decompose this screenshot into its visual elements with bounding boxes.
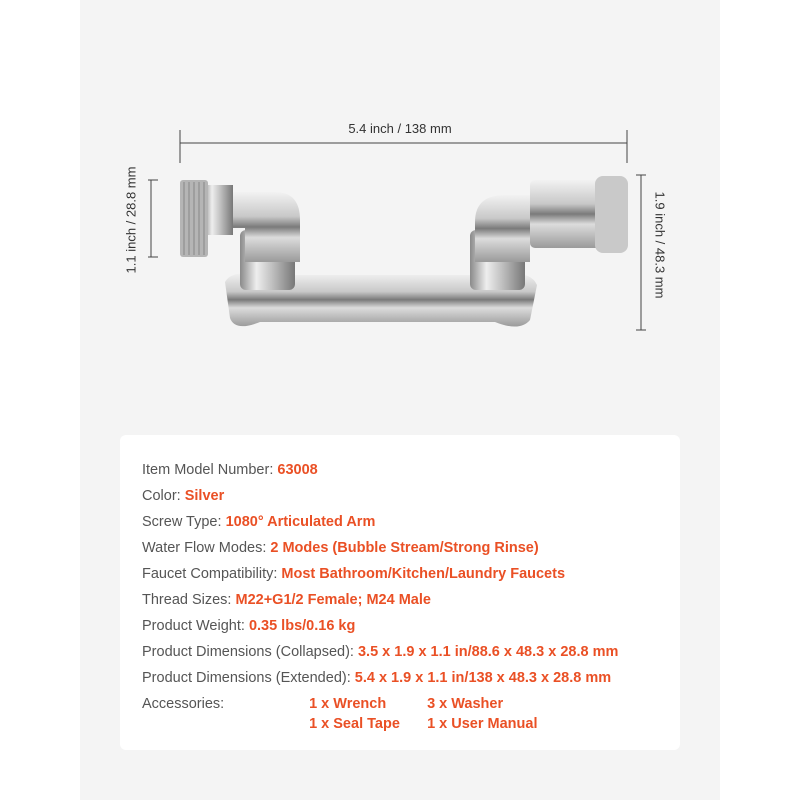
spec-value: 0.35 lbs/0.16 kg bbox=[248, 618, 356, 634]
spec-label: Water Flow Modes: bbox=[142, 540, 267, 556]
spec-list bbox=[142, 457, 618, 734]
spec-card bbox=[120, 435, 680, 750]
spec-label: Faucet Compatibility: bbox=[142, 566, 278, 582]
spec-label: Screw Type: bbox=[142, 514, 222, 530]
spec-label: Thread Sizes: bbox=[142, 592, 232, 608]
accessory-item: 1 x Wrench bbox=[309, 696, 387, 712]
accessory-item: 3 x Washer bbox=[427, 696, 504, 712]
spec-row-screw-type bbox=[142, 509, 618, 535]
spec-row-weight bbox=[142, 613, 618, 639]
spec-label: Accessories: bbox=[142, 696, 225, 712]
spec-label: Color: bbox=[142, 488, 181, 504]
width-label: 5.4 inch / 138 mm bbox=[348, 121, 452, 136]
spec-row-compatibility bbox=[142, 561, 618, 587]
spec-row-model bbox=[142, 457, 618, 483]
spec-value: Most Bathroom/Kitchen/Laundry Faucets bbox=[281, 566, 566, 582]
right-height-label: 1.9 inch / 48.3 mm bbox=[652, 191, 668, 299]
aerator-cap bbox=[595, 176, 628, 253]
spec-row-extended bbox=[142, 665, 618, 691]
spec-value: 1080° Articulated Arm bbox=[225, 514, 376, 530]
spec-row-flow-modes bbox=[142, 535, 618, 561]
accessory-item: 1 x Seal Tape bbox=[309, 716, 400, 732]
aerator-head bbox=[530, 180, 600, 248]
accessory-item: 1 x User Manual bbox=[427, 716, 538, 732]
spec-value: 2 Modes (Bubble Stream/Strong Rinse) bbox=[270, 540, 539, 556]
spec-label: Product Dimensions (Extended): bbox=[142, 670, 351, 686]
spec-value: 63008 bbox=[277, 462, 318, 478]
spec-row-thread-sizes bbox=[142, 587, 618, 613]
spec-row-accessories bbox=[142, 694, 618, 734]
spec-value: 3.5 x 1.9 x 1.1 in/88.6 x 48.3 x 28.8 mm bbox=[357, 644, 619, 660]
spec-value: M22+G1/2 Female; M24 Male bbox=[235, 592, 431, 608]
spec-value: Silver bbox=[184, 488, 225, 504]
left-height-dimension-line bbox=[148, 180, 158, 257]
spec-label: Product Dimensions (Collapsed): bbox=[142, 644, 354, 660]
spec-label: Item Model Number: bbox=[142, 462, 274, 478]
spec-value: 5.4 x 1.9 x 1.1 in/138 x 48.3 x 28.8 mm bbox=[354, 670, 612, 686]
spec-row-color bbox=[142, 483, 618, 509]
spec-row-collapsed bbox=[142, 639, 618, 665]
right-height-dimension-line bbox=[636, 175, 646, 330]
left-height-label: 1.1 inch / 28.8 mm bbox=[123, 166, 139, 274]
spec-label: Product Weight: bbox=[142, 618, 245, 634]
